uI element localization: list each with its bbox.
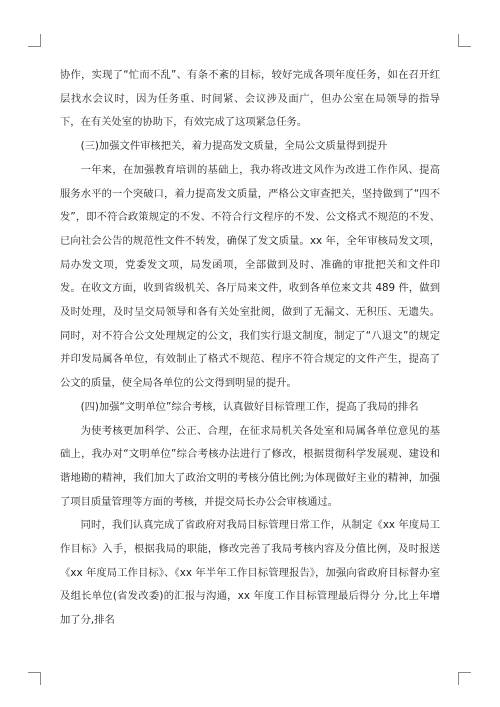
paragraph-continuation: 协作，实现了“忙而不乱”、有条不紊的目标，较好完成各项年度任务，如在召开红层找水会议时，因为任务重、时间紧、会议涉及面广，但办公室在局领导的指导下，在有关处室的协助下，有效完成了这项紧急任务。 bbox=[60, 69, 440, 129]
paragraph-assessment: 为使考核更加科学、公正、合理，在征求局机关各处室和局属各单位意见的基础上，我办对“文明单位”综合考核办法进行了修改，根据贯彻科学发展观、建设和谐地勘的精神，我们加大了政治文明的考核分值比例;为体现做好主业的精神，加强了项目质量管理等方面的考核，并提交局长办公会审核通过。 bbox=[60, 424, 440, 508]
crop-mark-top-left bbox=[28, 34, 41, 47]
crop-mark-top-right bbox=[458, 34, 471, 47]
crop-mark-bottom-left bbox=[28, 672, 41, 685]
crop-mark-bottom-right bbox=[458, 672, 471, 685]
paragraph-document-review: 一年来，在加强教育培训的基础上，我办将改进文风作为改进工作作风、提高服务水平的一个突破口，着力提高发文质量，严格公文审查把关，坚持做到了“四不发”，即不符合政策规定的不发、不符合行文程序的不发、公文格式不规范的不发、已向社会公告的规范性文件不转发，确保了发文质量。xx 年，全年审核局发文项，局办发文项，党委发文项，局发函项，全部做到及时、准确的审批把关和文件印发。在收文方面，收到省级机关、各厅局来文件，收到各单位来文共 489 件，做到及时处理，及时呈交局领导和各有关处室批阅，做到了无漏文、无积压、无遗失。同时，对不符合公文处理规定的公文，我们实行退文制度，制定了“八退文”的规定并印发局属各单位，有效制止了格式不规范、程序不符合规定的文件产生，提高了公文的质量，使全局各单位的公文得到明显的提升。 bbox=[60, 163, 440, 390]
paragraph-target-management: 同时，我们认真完成了省政府对我局目标管理日常工作，从制定《xx 年度局工作目标》入手，根据我局的职能，修改完善了我局考核内容及分值比例，及时报送《xx 年度局工作目标》、《xx 年半年工作目标管理报告》，加强向省政府目标督办室及组长单位(省发改委)的汇报与沟通，xx 年度工作目标管理最后得分 分,比上年增加了分,排名 bbox=[60, 519, 440, 627]
section-heading-3: (三)加强文件审核把关，着力提高发文质量，全局公文质量得到提升 bbox=[80, 140, 388, 153]
section-heading-4: (四)加强“文明单位”综合考核，认真做好目标管理工作，提高了我局的排名 bbox=[80, 400, 419, 413]
document-body bbox=[60, 64, 440, 633]
